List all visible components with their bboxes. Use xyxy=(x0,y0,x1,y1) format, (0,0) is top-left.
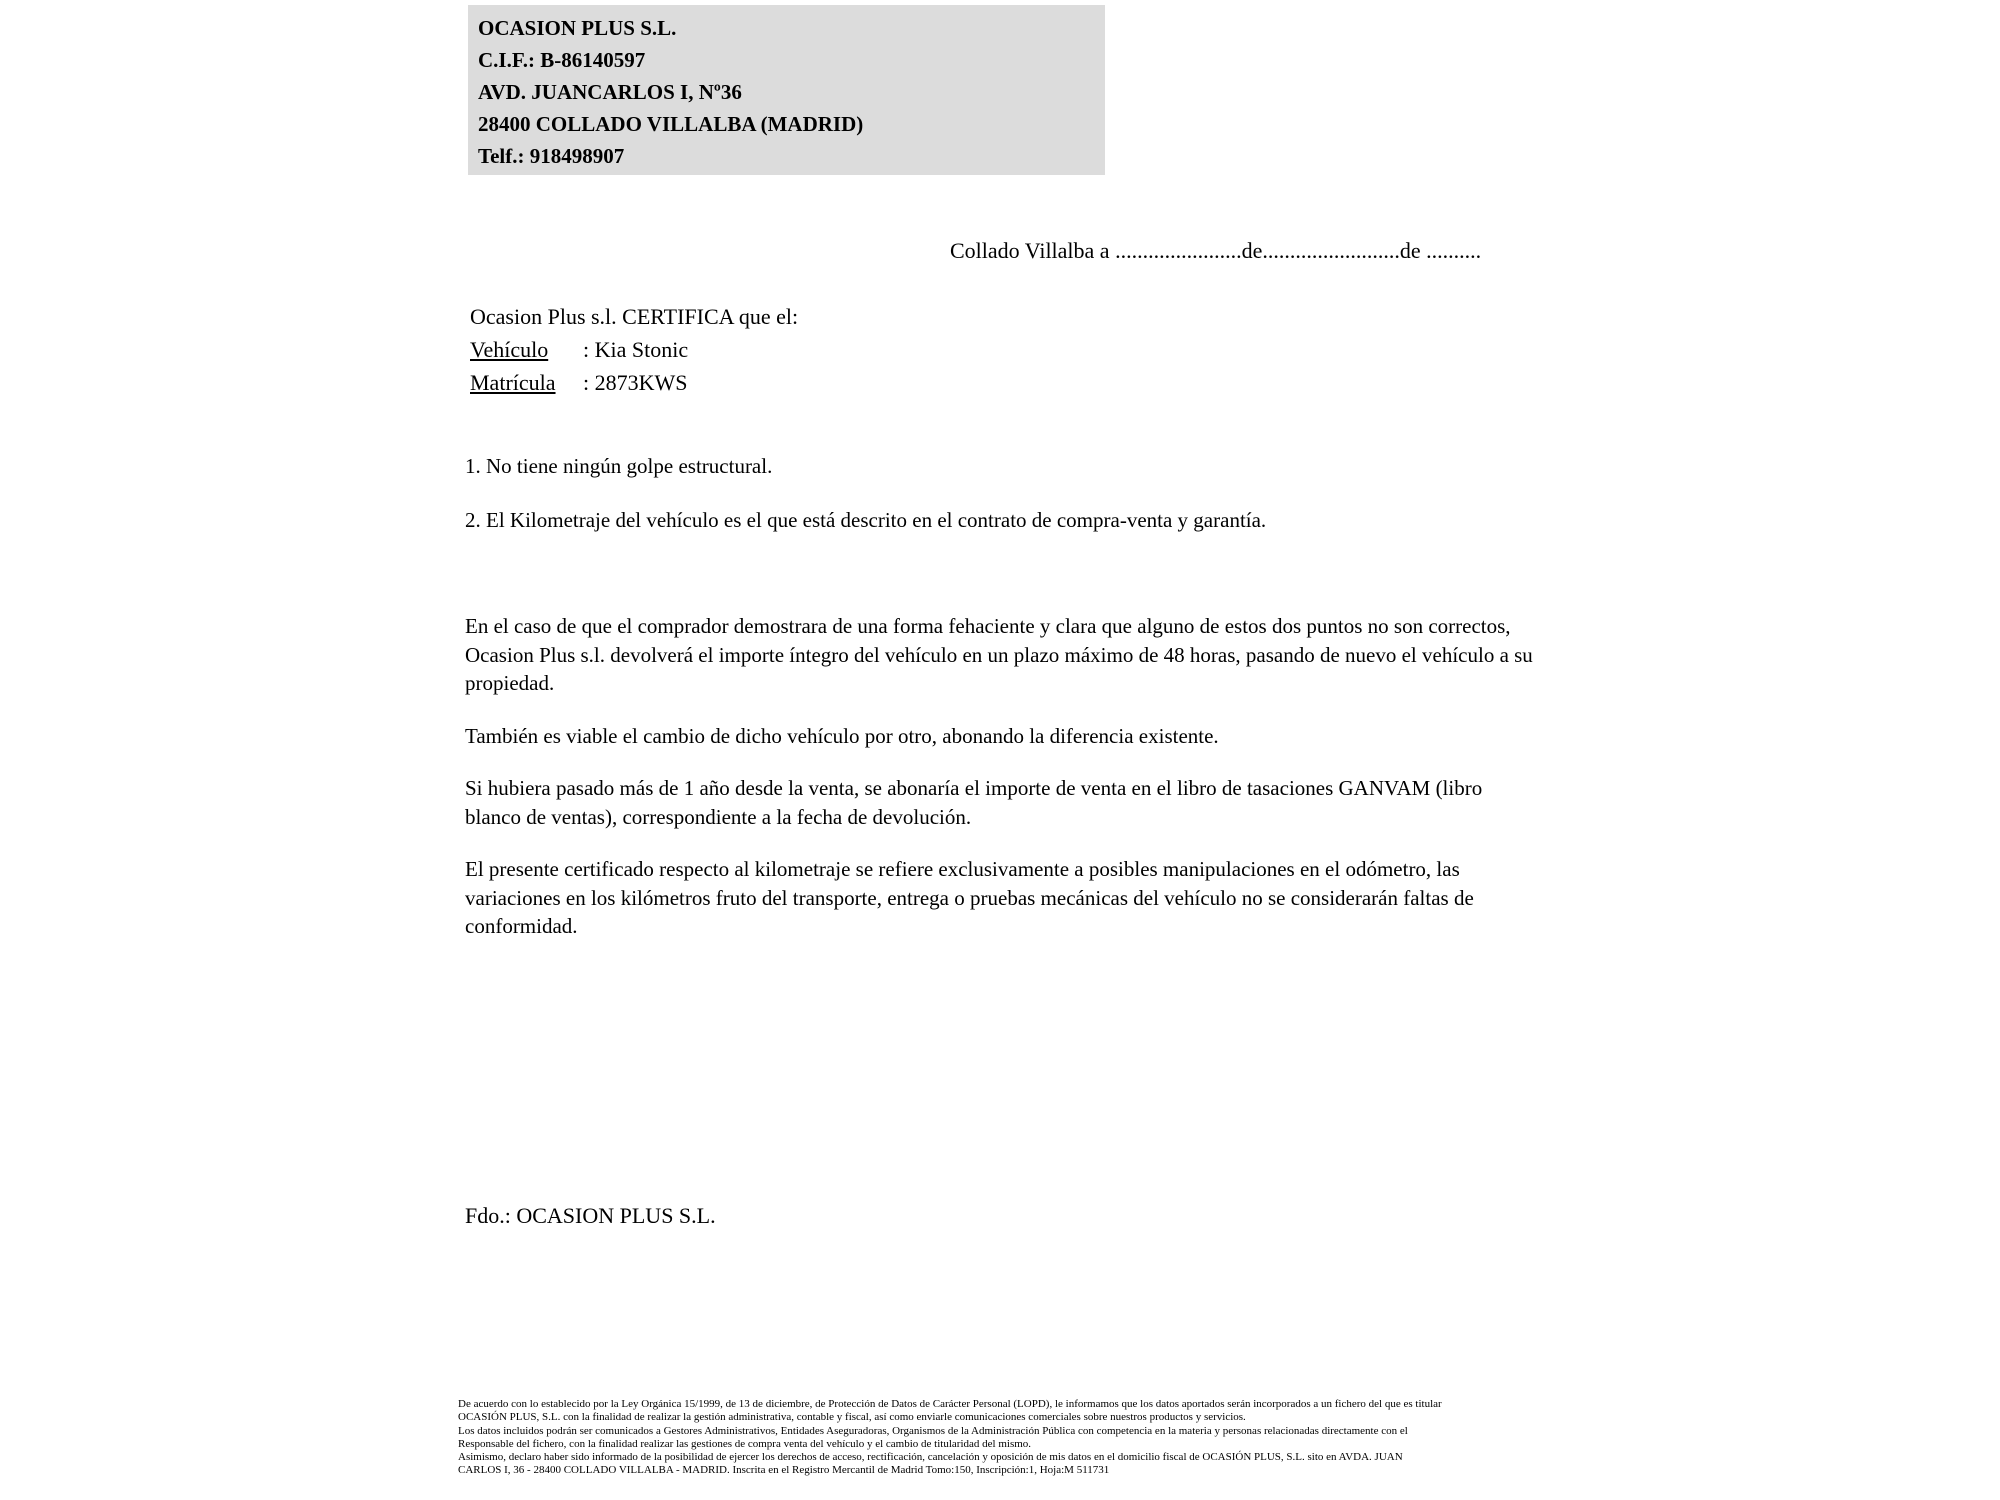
company-city: 28400 COLLADO VILLALBA (MADRID) xyxy=(478,112,864,136)
condition-points xyxy=(465,452,1545,560)
vehicle-label: Vehículo xyxy=(470,337,549,362)
company-address: AVD. JUANCARLOS I, Nº36 xyxy=(478,80,742,104)
paragraph-refund: En el caso de que el comprador demostrara de una forma fehaciente y clara que alguno de estos dos puntos no son correctos, Ocasion Plus s.l. devolverá el importe íntegro del vehículo en un plazo máximo de 48 horas, pasando de nuevo el vehículo a su propiedad. xyxy=(465,614,1533,695)
footer-line: OCASIÓN PLUS, S.L. con la finalidad de realizar la gestión administrativa, contable y fiscal, así como enviarle comunicaciones comerciales sobre nuestros productos y servicios. xyxy=(458,1411,1246,1424)
date-line: Collado Villalba a .......................de.........................de .......... xyxy=(950,238,1482,263)
footer-line: De acuerdo con lo establecido por la Ley Orgánica 15/1999, de 13 de diciembre, de Protección de Datos de Carácter Personal (LOPD), le informamos que los datos aportados serán incorporados a un fichero del que es titular xyxy=(458,1398,1442,1410)
company-cif: C.I.F.: B-86140597 xyxy=(478,48,646,72)
footer-line: Asimismo, declaro haber sido informado de la posibilidad de ejercer los derechos de acceso, rectificación, cancelación y oposición de mis datos en el domicilio fiscal de OCASIÓN PLUS, S.L. sito en AVDA. JUAN xyxy=(458,1451,1403,1464)
paragraph-exchange: También es viable el cambio de dicho vehículo por otro, abonando la diferencia existente. xyxy=(465,723,1219,748)
point-2: 2. El Kilometraje del vehículo es el que está descrito en el contrato de compra-venta y garantía. xyxy=(465,508,1267,532)
certify-intro: Ocasion Plus s.l. CERTIFICA que el: xyxy=(470,304,799,329)
plate-value: : 2873KWS xyxy=(583,370,688,395)
point-1: 1. No tiene ningún golpe estructural. xyxy=(465,454,773,478)
company-name: OCASION PLUS S.L. xyxy=(478,16,677,40)
vehicle-value: : Kia Stonic xyxy=(583,337,689,362)
letterhead-box xyxy=(468,5,1105,175)
signature-line: Fdo.: OCASION PLUS S.L. xyxy=(465,1203,716,1228)
paragraph-odometer: El presente certificado respecto al kilometraje se refiere exclusivamente a posibles manipulaciones en el odómetro, las variaciones en los kilómetros fruto del transporte, entrega o pruebas mecánicas del vehículo no se considerarán faltas de conformidad. xyxy=(465,857,1474,938)
plate-row xyxy=(470,366,798,399)
plate-label: Matrícula xyxy=(470,370,556,395)
certificate-block xyxy=(470,300,798,399)
vehicle-row xyxy=(470,333,798,366)
paragraph-ganvam: Si hubiera pasado más de 1 año desde la venta, se abonaría el importe de venta en el libro de tasaciones GANVAM (libro blanco de ventas), correspondiente a la fecha de devolución. xyxy=(465,776,1483,829)
body-text xyxy=(465,612,1543,965)
footer-line: CARLOS I, 36 - 28400 COLLADO VILLALBA - MADRID. Inscrita en el Registro Mercantil de Madrid Tomo:150, Inscripción:1, Hoja:M 511731 xyxy=(458,1464,1110,1477)
company-phone: Telf.: 918498907 xyxy=(478,144,625,168)
footer-line: Responsable del fichero, con la finalidad realizar las gestiones de compra venta del vehículo y el cambio de titularidad del mismo. xyxy=(458,1437,1032,1450)
legal-footer xyxy=(458,1398,1543,1478)
footer-line: Los datos incluidos podrán ser comunicados a Gestores Administrativos, Entidades Aseguradoras, Organismos de la Administración Pública con competencia en la materia y personas relacionadas directamente con el xyxy=(458,1424,1408,1437)
